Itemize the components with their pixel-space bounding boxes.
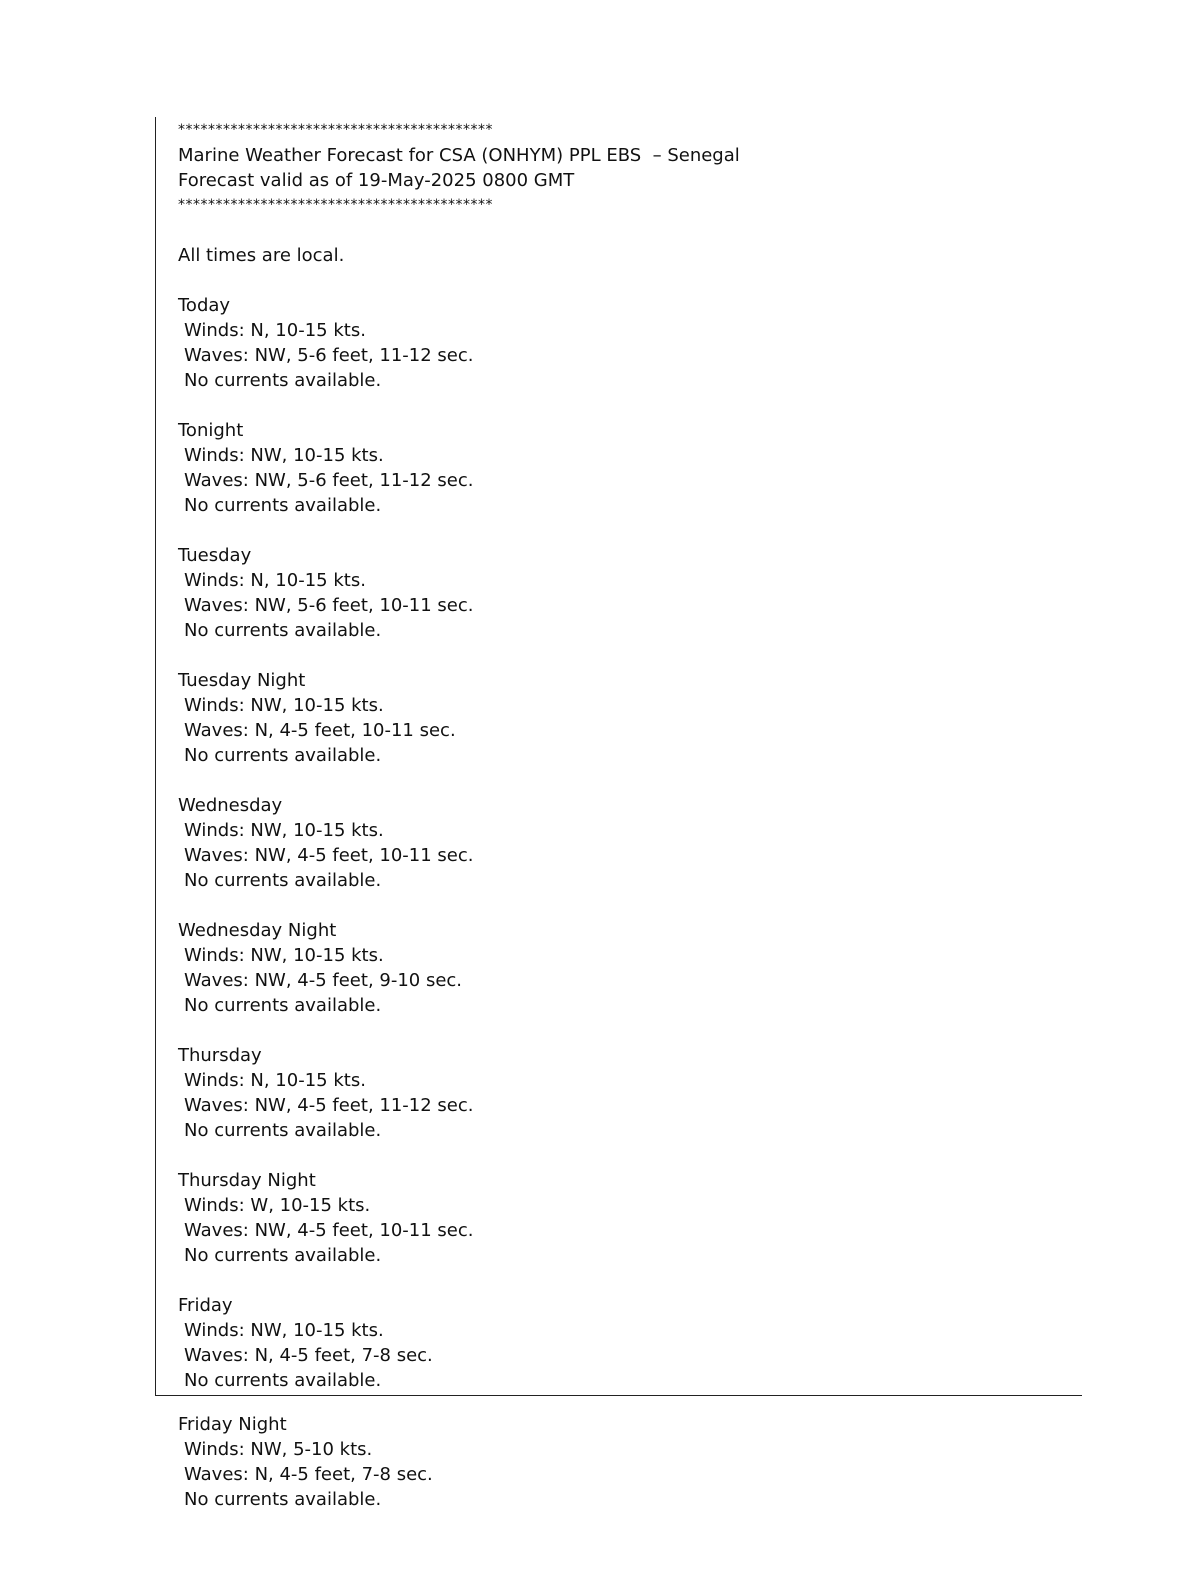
forecast-period [178,918,1058,1018]
period-name: Tonight [178,420,244,441]
period-currents: No currents available. [184,995,382,1016]
period-currents: No currents available. [184,1489,382,1510]
frame-bottom-border [155,1395,1082,1396]
period-waves: Waves: NW, 4-5 feet, 11-12 sec. [184,1095,474,1116]
spacer [178,268,1058,293]
forecast-validity: Forecast valid as of 19-May-2025 0800 GMT [178,170,575,191]
spacer [178,893,1058,918]
header-stars-bottom: ****************************************** [178,197,493,213]
period-winds: Winds: NW, 5-10 kts. [184,1439,373,1460]
period-winds: Winds: N, 10-15 kts. [184,570,366,591]
times-note: All times are local. [178,245,345,266]
period-currents: No currents available. [184,620,382,641]
forecast-period [178,793,1058,893]
forecast-period [178,1293,1058,1393]
spacer [178,393,1058,418]
frame-left-border [155,117,156,1396]
period-waves: Waves: NW, 4-5 feet, 9-10 sec. [184,970,463,991]
period-currents: No currents available. [184,370,382,391]
period-name: Thursday [178,1045,262,1066]
period-winds: Winds: NW, 10-15 kts. [184,695,384,716]
forecast-period-continuation [178,1412,1058,1512]
forecast-title: Marine Weather Forecast for CSA (ONHYM) PPL EBS – Senegal [178,145,740,166]
period-currents: No currents available. [184,745,382,766]
period-currents: No currents available. [184,1245,382,1266]
period-waves: Waves: N, 4-5 feet, 10-11 sec. [184,720,456,741]
period-winds: Winds: NW, 10-15 kts. [184,1320,384,1341]
period-winds: Winds: N, 10-15 kts. [184,1070,366,1091]
header-stars-top: ****************************************** [178,122,493,138]
period-currents: No currents available. [184,1370,382,1391]
period-currents: No currents available. [184,1120,382,1141]
forecast-body [178,118,1058,1393]
forecast-period [178,668,1058,768]
period-winds: Winds: NW, 10-15 kts. [184,445,384,466]
spacer [178,518,1058,543]
period-winds: Winds: N, 10-15 kts. [184,320,366,341]
period-waves: Waves: NW, 4-5 feet, 10-11 sec. [184,1220,474,1241]
forecast-period [178,1168,1058,1268]
spacer [178,643,1058,668]
period-name: Friday Night [178,1414,287,1435]
period-currents: No currents available. [184,870,382,891]
spacer [178,1143,1058,1168]
spacer [178,768,1058,793]
period-currents: No currents available. [184,495,382,516]
spacer [178,1268,1058,1293]
period-name: Wednesday Night [178,920,337,941]
spacer [178,1018,1058,1043]
period-name: Wednesday [178,795,283,816]
period-winds: Winds: NW, 10-15 kts. [184,820,384,841]
period-waves: Waves: NW, 5-6 feet, 11-12 sec. [184,345,474,366]
period-name: Today [178,295,231,316]
period-name: Tuesday [178,545,252,566]
period-waves: Waves: NW, 4-5 feet, 10-11 sec. [184,845,474,866]
period-winds: Winds: NW, 10-15 kts. [184,945,384,966]
forecast-period [178,1043,1058,1143]
period-waves: Waves: N, 4-5 feet, 7-8 sec. [184,1464,433,1485]
period-waves: Waves: NW, 5-6 feet, 10-11 sec. [184,595,474,616]
period-name: Tuesday Night [178,670,306,691]
period-winds: Winds: W, 10-15 kts. [184,1195,371,1216]
period-waves: Waves: NW, 5-6 feet, 11-12 sec. [184,470,474,491]
forecast-period [178,293,1058,393]
forecast-period [178,418,1058,518]
period-name: Friday [178,1295,233,1316]
forecast-period [178,543,1058,643]
period-name: Thursday Night [178,1170,316,1191]
spacer [178,218,1058,243]
period-waves: Waves: N, 4-5 feet, 7-8 sec. [184,1345,433,1366]
